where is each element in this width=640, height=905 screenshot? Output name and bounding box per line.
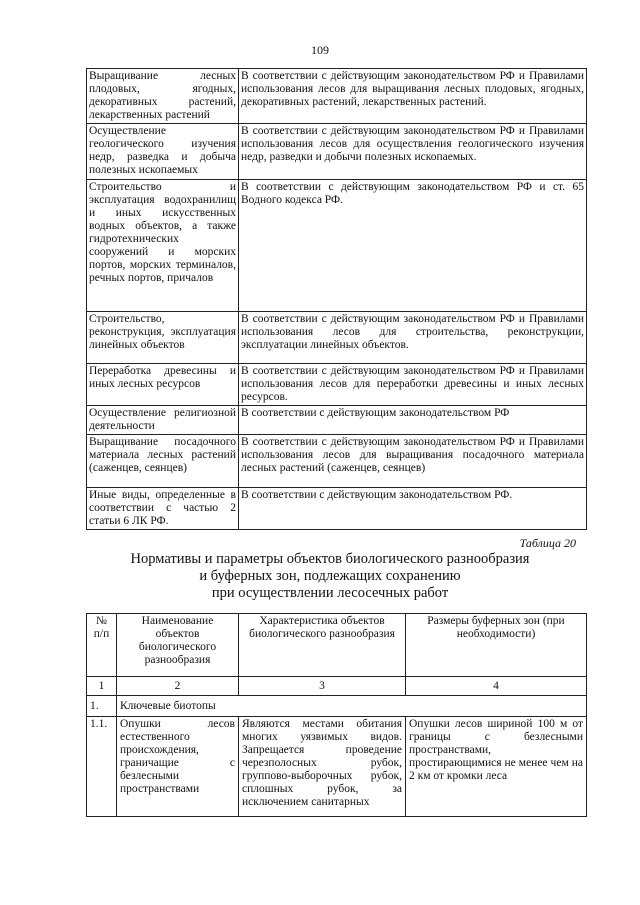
- table-row: [87, 180, 587, 312]
- table-row: [87, 488, 587, 530]
- object-name: Опушки лесов естественного происхождения, граничащие с безлесными пространствами: [117, 717, 239, 817]
- section-number: 1.: [87, 696, 117, 717]
- basis-cell: В соответствии с действующим законодательством РФ и Правилами использования лесов для выращивания посадочного материала лесных растений (саженцев, сеянцев): [239, 435, 587, 488]
- activity-cell: Выращивание лесных плодовых, ягодных, декоративных растений, лекарственных растений: [87, 69, 239, 124]
- header-number: № п/п: [87, 614, 117, 677]
- header-name: Наименование объектов биологического разнообразия: [117, 614, 239, 677]
- basis-cell: В соответствии с действующим законодательством РФ.: [239, 488, 587, 530]
- table-caption: Таблица 20: [519, 536, 576, 550]
- forest-use-table: [86, 68, 587, 530]
- section-row: [87, 696, 587, 717]
- row-number: 1.1.: [87, 717, 117, 817]
- table-row: [87, 435, 587, 488]
- table-row: [87, 69, 587, 124]
- basis-cell: В соответствии с действующим законодательством РФ и Правилами использования лесов для строительства, реконструкции, эксплуатации линейных объектов.: [239, 312, 587, 364]
- basis-cell: В соответствии с действующим законодательством РФ и ст. 65 Водного кодекса РФ.: [239, 180, 587, 312]
- activity-cell: Строительство, реконструкция, эксплуатация линейных объектов: [87, 312, 239, 364]
- title-line: и буферных зон, подлежащих сохранению: [199, 568, 461, 584]
- biodiversity-table: [86, 613, 587, 817]
- basis-cell: В соответствии с действующим законодательством РФ: [239, 406, 587, 435]
- activity-cell: Осуществление религиозной деятельности: [87, 406, 239, 435]
- column-numbers-row: [87, 677, 587, 696]
- title-line: Нормативы и параметры объектов биологического разнообразия: [130, 551, 530, 567]
- activity-cell: Переработка древесины и иных лесных ресурсов: [87, 364, 239, 406]
- header-row: [87, 614, 587, 677]
- table-row: [87, 717, 587, 817]
- column-number: 2: [117, 677, 239, 696]
- buffer-size: Опушки лесов шириной 100 м от границы с безлесными пространствами, простирающимися не менее чем на 2 км от кромки леса: [406, 717, 587, 817]
- activity-cell: Осуществление геологического изучения недр, разведка и добыча полезных ископаемых: [87, 124, 239, 180]
- table-row: [87, 364, 587, 406]
- header-characteristic: Характеристика объектов биологического разнообразия: [239, 614, 406, 677]
- activity-cell: Строительство и эксплуатация водохранилищ и иных искусственных водных объектов, а также гидротехнических сооружений и морских портов, морских терминалов, речных портов, причалов: [87, 180, 239, 312]
- column-number: 3: [239, 677, 406, 696]
- table-title: [70, 551, 590, 602]
- column-number: 4: [406, 677, 587, 696]
- activity-cell: Иные виды, определенные в соответствии с частью 2 статьи 6 ЛК РФ.: [87, 488, 239, 530]
- column-number: 1: [87, 677, 117, 696]
- section-title: Ключевые биотопы: [117, 696, 587, 717]
- basis-cell: В соответствии с действующим законодательством РФ и Правилами использования лесов для переработки древесины и иных лесных ресурсов.: [239, 364, 587, 406]
- activity-cell: Выращивание посадочного материала лесных растений (саженцев, сеянцев): [87, 435, 239, 488]
- basis-cell: В соответствии с действующим законодательством РФ и Правилами использования лесов для осуществления геологического изучения недр, разведки и добычи полезных ископаемых.: [239, 124, 587, 180]
- basis-cell: В соответствии с действующим законодательством РФ и Правилами использования лесов для выращивания лесных плодовых, ягодных, декоративных растений, лекарственных растений.: [239, 69, 587, 124]
- table-row: [87, 406, 587, 435]
- title-line: при осуществлении лесосечных работ: [211, 585, 449, 601]
- header-buffer: Размеры буферных зон (при необходимости): [406, 614, 587, 677]
- table-row: [87, 312, 587, 364]
- table-row: [87, 124, 587, 180]
- object-characteristic: Являются местами обитания многих уязвимых видов. Запрещается проведение черезполосных рубок, группово-выборочных рубок, сплошных рубок, за исключением санитарных: [239, 717, 406, 817]
- page-number: 109: [311, 43, 329, 57]
